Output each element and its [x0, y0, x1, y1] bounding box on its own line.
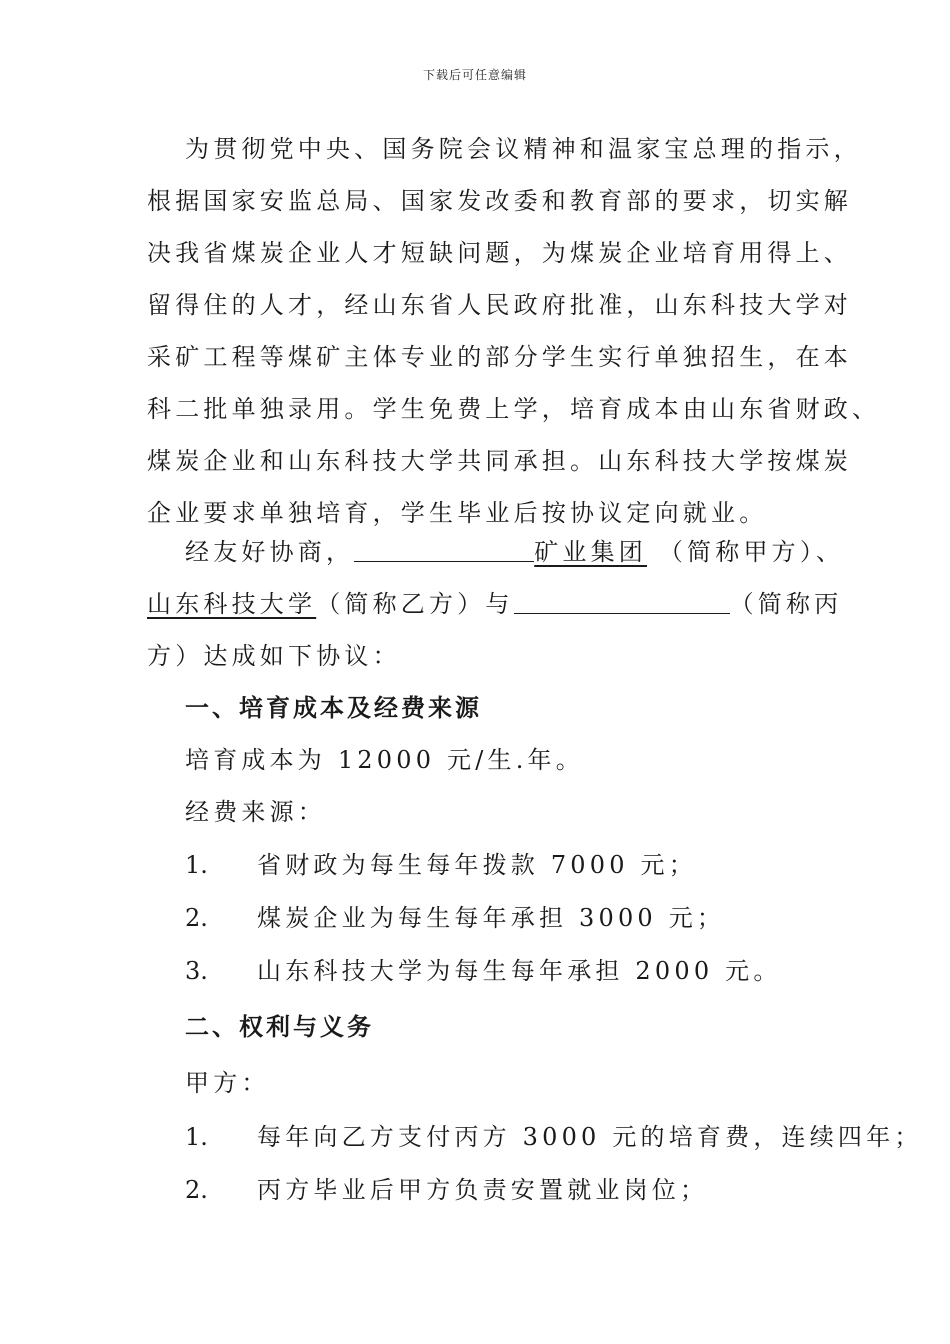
list-item [185, 956, 782, 986]
party-b-suffix: （简称乙方）与 [316, 590, 514, 618]
list-number: 1. [185, 851, 208, 879]
list-text: 每年向乙方支付丙方 3000 元的培育费，连续四年； [257, 1123, 923, 1151]
party-b-name: 山东科技大学 [147, 590, 317, 618]
list-number: 1. [185, 1123, 208, 1151]
list-item [185, 1122, 923, 1152]
intro-line: 采矿工程等煤矿主体专业的部分学生实行单独招生，在本 [147, 343, 852, 371]
list-number: 2. [185, 904, 208, 932]
parties-line [185, 537, 844, 567]
party-a-group: 矿业集团 [534, 538, 648, 566]
party-c-blank[interactable] [514, 589, 730, 614]
list-text: 丙方毕业后甲方负责安置就业岗位； [257, 1176, 709, 1204]
list-item [185, 1175, 708, 1205]
party-a-label: 甲方： [185, 1069, 270, 1097]
list-number: 2. [185, 1176, 208, 1204]
list-item [185, 903, 725, 933]
intro-line: 企业要求单独培育，学生毕业后按协议定向就业。 [147, 499, 768, 527]
intro-line: 为贯彻党中央、国务院会议精神和温家宝总理的指示， [185, 135, 862, 163]
party-a-blank[interactable] [354, 537, 534, 562]
intro-line: 煤炭企业和山东科技大学共同承担。山东科技大学按煤炭 [147, 447, 852, 475]
intro-line: 科二批单独录用。学生免费上学，培育成本由山东省财政、 [147, 395, 881, 423]
party-c-suffix: （简称丙 [729, 590, 843, 618]
list-number: 3. [185, 957, 208, 985]
cost-line: 培育成本为 12000 元/生.年。 [185, 746, 584, 774]
list-text: 省财政为每生每年拨款 7000 元； [257, 851, 697, 879]
parties-line: 方）达成如下协议： [147, 642, 401, 670]
section-2-title: 二、权利与义务 [185, 1012, 374, 1041]
parties-line [147, 589, 842, 619]
list-text: 煤炭企业为每生每年承担 3000 元； [257, 904, 726, 932]
list-text: 山东科技大学为每生每年承担 2000 元。 [257, 957, 782, 985]
section-1-title: 一、培育成本及经费来源 [185, 693, 482, 722]
intro-line: 根据国家安监总局、国家发改委和教育部的要求，切实解 [147, 187, 852, 215]
parties-prefix: 经友好协商， [185, 538, 355, 566]
funding-label: 经费来源： [185, 798, 326, 826]
list-item [185, 850, 697, 880]
intro-line: 留得住的人才，经山东省人民政府批准，山东科技大学对 [147, 291, 852, 319]
page-header: 下载后可任意编辑 [422, 68, 527, 82]
intro-line: 决我省煤炭企业人才短缺问题，为煤炭企业培育用得上、 [147, 239, 852, 267]
party-a-suffix: （简称甲方）、 [658, 538, 845, 566]
